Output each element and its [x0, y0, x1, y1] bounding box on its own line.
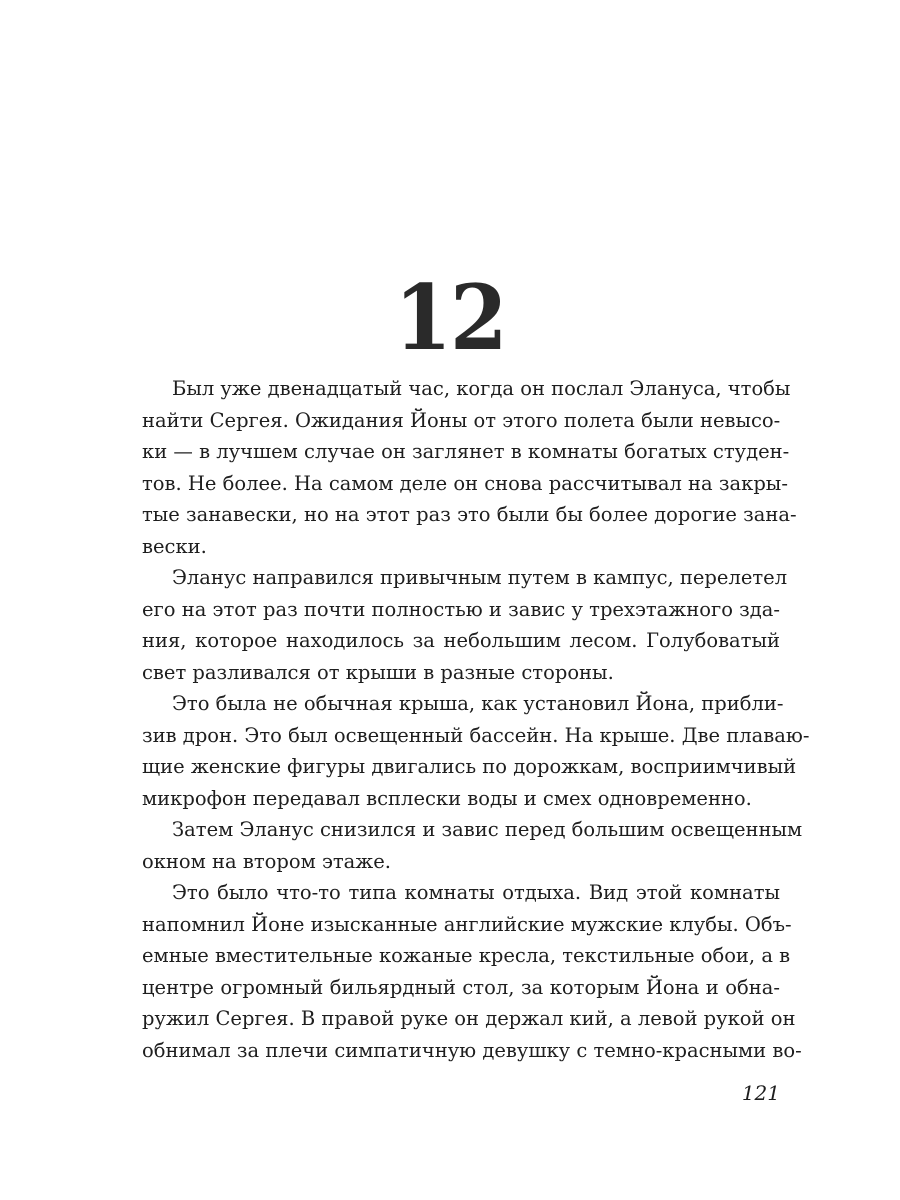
text-line: свет разливался от крыши в разные стороны.	[142, 660, 614, 684]
text-line: зив дрон. Это был освещенный бассейн. На крыше. Две плаваю-	[142, 723, 810, 747]
paragraph	[142, 562, 788, 688]
text-line: найти Сергея. Ожидания Йоны от этого полета были невысо-	[142, 408, 781, 432]
text-line: емные вместительные кожаные кресла, текстильные обои, а в	[142, 944, 791, 967]
text-line: обнимал за плечи симпатичную девушку с темно-красными во-	[142, 1038, 802, 1062]
text-line: центре огромный бильярдный стол, за которым Йона и обна-	[142, 975, 780, 999]
text-line: микрофон передавал всплески воды и смех одновременно.	[142, 786, 752, 810]
text-line: тые занавески, но на этот раз это были бы более дорогие зана-	[142, 503, 797, 526]
paragraph	[142, 373, 797, 562]
paragraph	[142, 688, 810, 814]
text-line: Это была не обычная крыша, как установил Йона, прибли-	[172, 692, 784, 715]
text-line: Это было что-то типа комнаты отдыха. Вид этой комнаты	[172, 881, 780, 904]
paragraph	[142, 877, 802, 1066]
text-line: тов. Не более. На самом деле он снова рассчитывал на закры-	[142, 471, 788, 495]
text-line: его на этот раз почти полностью и завис у трехэтажного зда-	[142, 597, 780, 621]
text-line: ки — в лучшем случае он заглянет в комнаты богатых студен-	[142, 440, 790, 463]
text-line: щие женские фигуры двигались по дорожкам, восприимчивый	[142, 755, 797, 778]
text-line: ния, которое находилось за небольшим лесом. Голубоватый	[142, 629, 780, 652]
text-line: Был уже двенадцатый час, когда он послал Элануса, чтобы	[172, 377, 791, 400]
text-line: ружил Сергея. В правой руке он держал кий, а левой рукой он	[142, 1007, 796, 1030]
text-line: окном на втором этаже.	[142, 849, 391, 873]
text-line: Эланус направился привычным путем в кампус, перелетел	[172, 566, 788, 589]
page-number: 121	[741, 1081, 780, 1105]
chapter-number: 12	[394, 265, 506, 371]
chapter-body-text	[142, 373, 810, 1066]
text-line: напомнил Йоне изысканные английские мужские клубы. Объ-	[142, 912, 792, 936]
text-line: вески.	[142, 534, 207, 558]
text-line: Затем Эланус снизился и завис перед большим освещенным	[172, 818, 803, 841]
paragraph	[142, 814, 803, 877]
